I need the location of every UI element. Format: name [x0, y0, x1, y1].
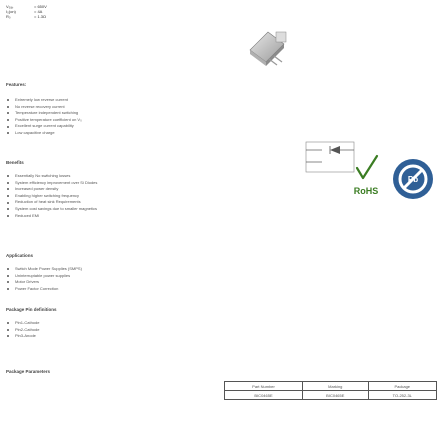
table-cell: TO-252-3L	[368, 391, 436, 400]
list-item: Pin3-Anode	[6, 333, 236, 340]
pb-free-icon	[391, 157, 435, 201]
applications-title: Applications	[6, 253, 34, 258]
features-list	[6, 97, 236, 137]
list-item: Enabling higher switching frequency	[6, 193, 236, 200]
list-item: No reverse recovery current	[6, 104, 236, 111]
list-item: Extremely low reverse current	[6, 97, 236, 104]
list-item: Motor Drivers	[6, 279, 236, 286]
list-item: Excellent surge current capability	[6, 123, 236, 130]
list-item: System efficiency improvement over Si Diodes	[6, 180, 236, 187]
spec-key: I₀(on)	[6, 9, 16, 14]
pb-label: Pb	[407, 175, 419, 184]
list-item: Reduction of heat sink Requirements	[6, 199, 236, 206]
benefits-title: Benefits	[6, 160, 24, 165]
pin-definitions-title: Package Pin definitions	[6, 307, 57, 312]
spec-key: V₀ₐₛ	[6, 4, 14, 9]
pin-definitions-list	[6, 320, 236, 340]
list-item: Low capacitive charge	[6, 130, 236, 137]
package-parameters-title: Package Parameters	[6, 369, 51, 374]
spec-value: = 650V	[34, 4, 47, 9]
list-item: Temperature independent switching	[6, 110, 236, 117]
package-image	[244, 28, 288, 70]
list-item: Switch Mode Power Supplies (SMPS)	[6, 266, 236, 273]
list-item: Pin2-Cathode	[6, 327, 236, 334]
rohs-label: RoHS	[353, 186, 379, 196]
spec-summary	[6, 4, 86, 19]
spec-value: = 1.3Ω	[34, 14, 46, 19]
list-item: Pin1-Cathode	[6, 320, 236, 327]
column-header: Marking	[303, 382, 368, 391]
list-item: Essentially No switching losses	[6, 173, 236, 180]
package-parameters-table	[224, 381, 437, 400]
list-item: System cost savings due to smaller magnetics	[6, 206, 236, 213]
applications-list	[6, 266, 236, 292]
column-header: Package	[368, 382, 436, 391]
list-item: Reduced EMI	[6, 213, 236, 220]
list-item: Positive temperature coefficient on V₀	[6, 117, 236, 124]
benefits-list	[6, 173, 236, 219]
spec-value: = 4A	[34, 9, 43, 14]
table-cell: BIC0465E	[303, 391, 368, 400]
rohs-badge	[351, 154, 381, 204]
table-header-row	[225, 382, 437, 391]
table-row	[225, 391, 437, 400]
features-title: Features:	[6, 82, 27, 87]
list-item: Uninterruptable power supplies	[6, 273, 236, 280]
column-header: Part Number	[225, 382, 303, 391]
table-cell: BIC0465E	[225, 391, 303, 400]
list-item: Power Factor Correction	[6, 286, 236, 293]
spec-row	[6, 14, 86, 19]
list-item: Increased power density	[6, 186, 236, 193]
spec-key: R₀	[6, 14, 11, 19]
